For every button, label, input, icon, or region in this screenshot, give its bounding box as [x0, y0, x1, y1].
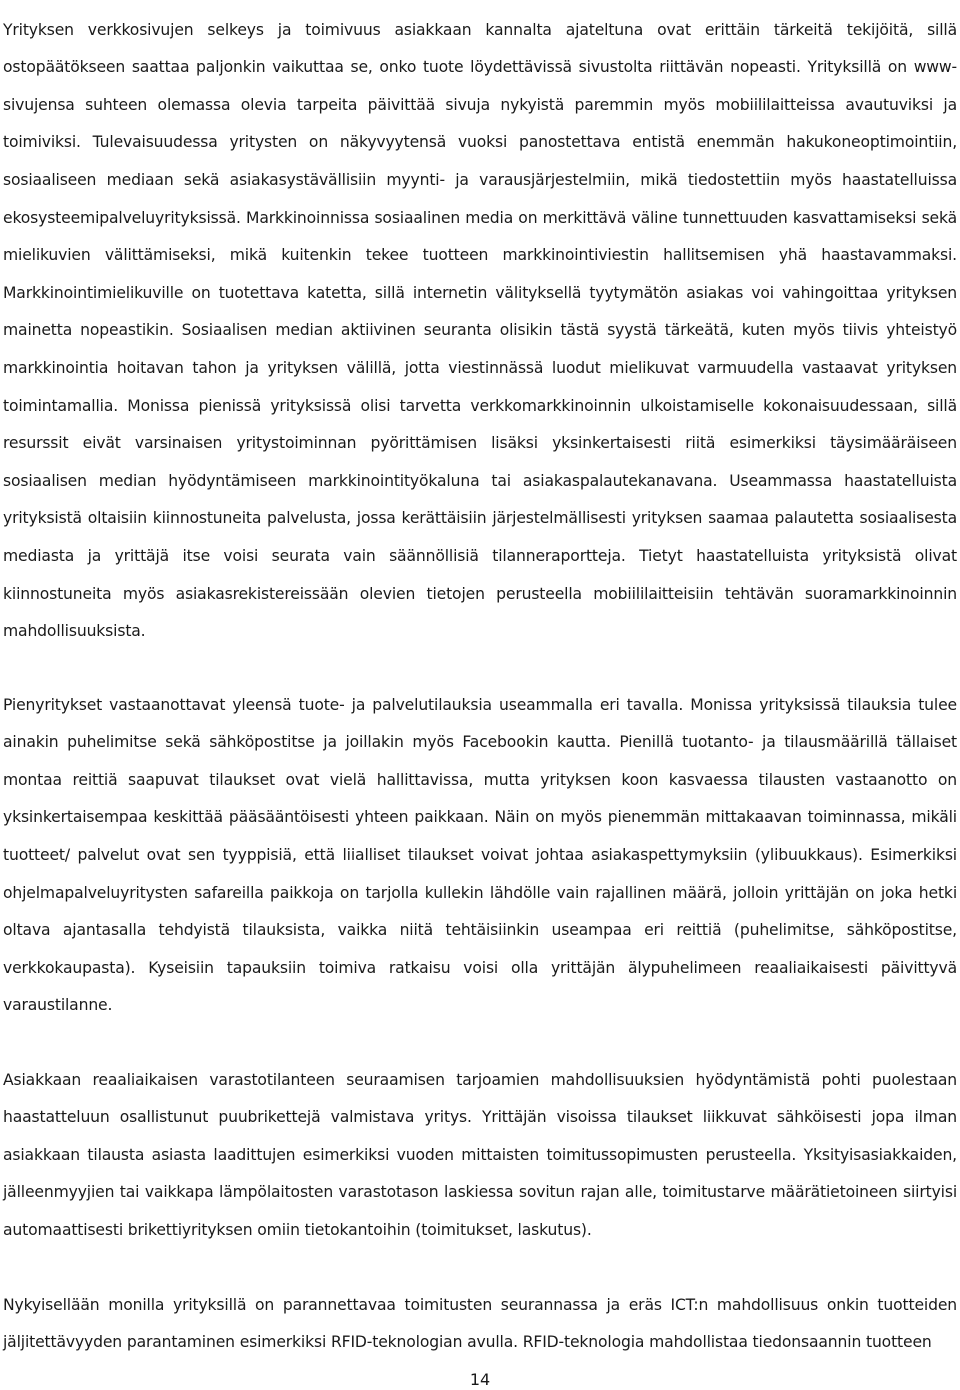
page-number: 14	[469, 1370, 491, 1389]
paragraph-realtime-inventory: Asiakkaan reaaliaikaisen varastotilanteen seuraamisen tarjoamien mahdollisuuksien hyödyntämistä pohti puolestaan haastatteluun osallistunut puubrikettejä valmistava yritys. Yrittäjän visoissa tilaukset liikkuvat sähköisesti jopa ilman asiakkaan tilausta asiasta laadittujen esimerkiksi vuoden mittaisten toimitussopimusten perusteella. Yksityisasiakkaiden, jälleenmyyjien tai vaikkapa lämpölaitosten varastotason laskiessa sovitun rajan alle, toimitustarve määrätietoineen siirtyisi automaattisesti brikettiyrityksen omiin tietokantoihin (toimitukset, laskutus).	[3, 1070, 957, 1239]
paragraph-delivery-tracking: Nykyisellään monilla yrityksillä on parannettavaa toimitusten seurannassa ja eräs ICT:n mahdollisuus onkin tuotteiden jäljitettävyyden parantaminen esimerkiksi RFID-teknologian avulla. RFID-teknologia mahdollistaa tiedonsaannin tuotteen	[3, 1295, 957, 1352]
paragraph-website-marketing: Yrityksen verkkosivujen selkeys ja toimivuus asiakkaan kannalta ajateltuna ovat erittäin tärkeitä tekijöitä, sillä ostopäätökseen saattaa paljonkin vaikuttaa se, onko tuote löydettävissä sivustolta riittävän nopeasti. Yrityksillä on www-sivujensa suhteen olemassa olevia tarpeita päivittää sivuja nykyistä paremmin myös mobiililaitteissa avautuviksi ja toimiviksi. Tulevaisuudessa yritysten on näkyvyytensä vuoksi panostettava entistä enemmän hakukoneoptimointiin, sosiaaliseen mediaan sekä asiakasystävällisiin myynti- ja varausjärjestelmiin, mikä tiedostettiin myös haastatelluissa ekosysteemipalveluyrityksissä. Markkinoinnissa sosiaalinen media on merkittävä väline tunnettuuden kasvattamiseksi sekä mielikuvien välittämiseksi, mikä kuitenkin tekee tuotteen markkinointiviestin hallitsemisen yhä haastavammaksi. Markkinointimielikuville on tuotettava katetta, sillä internetin välityksellä tyytymätön asiakas voi vahingoittaa yrityksen mainetta nopeastikin. Sosiaalisen median aktiivinen seuranta olisikin tästä syystä tärkeätä, kuten myös tiivis yhteistyö markkinointia hoitavan tahon ja yrityksen välillä, jotta viestinnässä luodut mielikuvat varmuudella vastaavat yrityksen toimintamallia. Monissa pienissä yrityksissä olisi tarvetta verkkomarkkinoinnin ulkoistamiselle kokonaisuudessaan, sillä resurssit eivät varsinaisen yritystoiminnan pyörittämisen lisäksi yksinkertaisesti riitä esimerkiksi täysimääräiseen sosiaalisen median hyödyntämiseen markkinointityökaluna tai asiakaspalautekanavana. Useammassa haastatelluista yrityksistä oltaisiin kiinnostuneita palvelusta, jossa kerättäisiin järjestelmällisesti yrityksen saamaa palautetta sosiaalisesta mediasta ja yrittäjä itse voisi seurata vain säännöllisiä tilanneraportteja. Tietyt haastatelluista yrityksistä olivat kiinnostuneita myös asiakasrekistereissään olevien tietojen perusteella mobiililaitteisiin tehtävän suoramarkkinoinnin mahdollisuuksista.	[3, 20, 957, 641]
paragraph-order-channels: Pienyritykset vastaanottavat yleensä tuote- ja palvelutilauksia useammalla eri tavalla. Monissa yrityksissä tilauksia tulee ainakin puhelimitse sekä sähköpostitse ja joillakin myös Facebookin kautta. Pienillä tuotanto- ja tilausmäärillä tällaiset montaa reittiä saapuvat tilaukset ovat vielä hallittavissa, mutta yrityksen koon kasvaessa tilausten vastaanotto on yksinkertaisempaa keskittää pääsääntöisesti yhteen paikkaan. Näin on myös pienemmän mittakaavan toiminnassa, mikäli tuotteet/ palvelut ovat sen tyyppisiä, että liialliset tilaukset voivat johtaa asiakaspettymyksiin (ylibuukkaus). Esimerkiksi ohjelmapalveluyritysten safareilla paikkoja on tarjolla kullekin lähdölle vain rajallinen määrä, jolloin yrittäjän on joka hetki oltava ajantasalla tehdyistä tilauksista, vaikka niitä tehtäisiinkin useampaa eri reittiä (puhelimitse, sähköpostitse, verkkokaupasta). Kyseisiin tapauksiin toimiva ratkaisu voisi olla yrittäjän älypuhelimeen reaaliaikaisesti päivittyvä varaustilanne.	[3, 695, 957, 1015]
